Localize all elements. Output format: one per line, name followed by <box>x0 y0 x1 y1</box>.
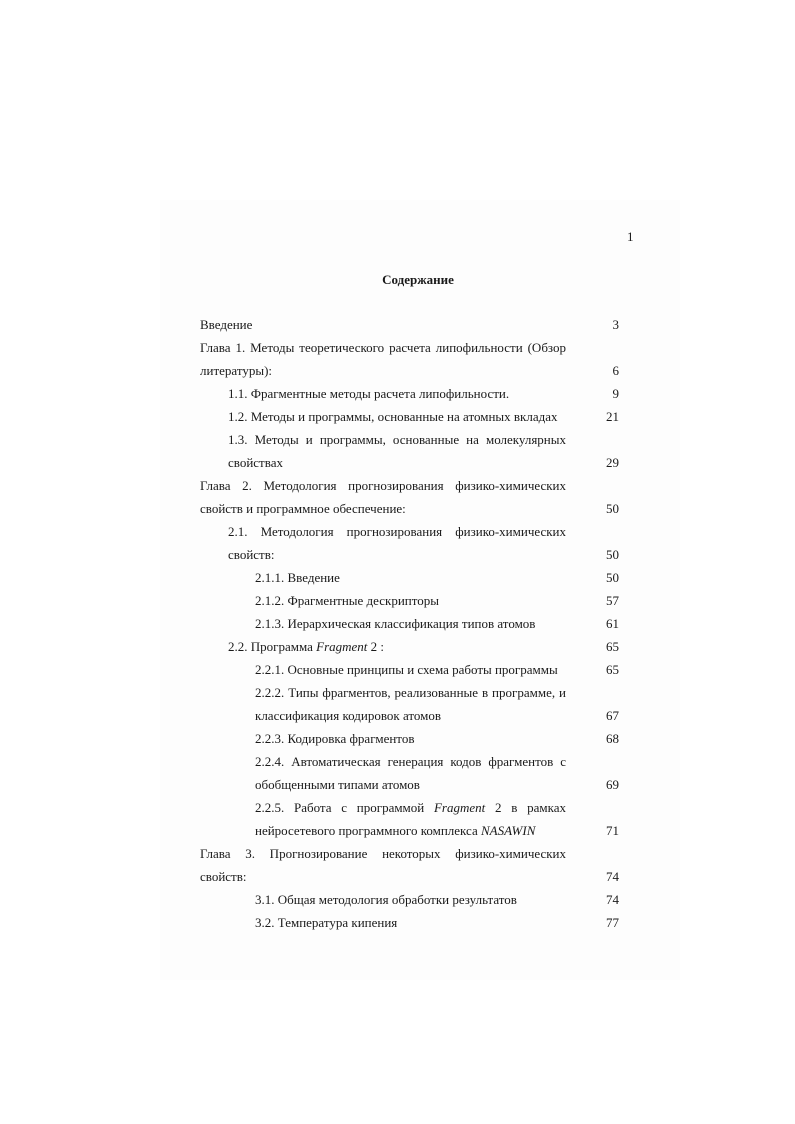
toc-entry-text: Введение <box>200 317 253 332</box>
toc-entry-text: 2.1.3. Иерархическая классификация типов атомов <box>255 616 536 631</box>
toc-page-number: 68 <box>606 731 619 746</box>
toc-entry-text: свойств: <box>228 547 275 562</box>
toc-page-number: 9 <box>612 386 619 401</box>
toc-page-number: 77 <box>606 915 619 930</box>
italic-term: NASAWIN <box>480 823 536 838</box>
toc-entry-text: Глава 2. Методология прогнозирования физико-химических <box>200 478 566 493</box>
toc-page-number: 3 <box>612 317 619 332</box>
toc-title: Содержание <box>382 272 454 287</box>
toc-entry-text: Глава 3. Прогнозирование некоторых физико-химических <box>200 846 566 861</box>
toc-entry-text: 2.2.4. Автоматическая генерация кодов фрагментов с <box>255 754 566 769</box>
toc-entry-text: 1.1. Фрагментные методы расчета липофильности. <box>228 386 510 401</box>
toc-entry-text: 2.2.2. Типы фрагментов, реализованные в программе, и <box>255 685 566 700</box>
toc-page-number: 6 <box>612 363 619 378</box>
toc-entry-text: 2.2.1. Основные принципы и схема работы программы <box>255 662 558 677</box>
toc-page-number: 74 <box>606 892 619 907</box>
toc-entry-text: свойств: <box>200 869 247 884</box>
italic-term: Fragment <box>316 639 368 654</box>
toc-page-number: 50 <box>606 547 619 562</box>
toc-entry-text: 3.1. Общая методология обработки результатов <box>255 892 517 907</box>
toc-entry-text: Глава 1. Методы теоретического расчета липофильности (Обзор <box>200 340 566 355</box>
toc-page-number: 71 <box>606 823 619 838</box>
toc-page-number: 21 <box>606 409 619 424</box>
toc-page-number: 61 <box>606 616 619 631</box>
toc-entry-text: нейросетевого программного комплекса <box>255 823 481 838</box>
italic-term: Fragment <box>433 800 486 815</box>
toc-entry-text: классификация кодировок атомов <box>255 708 442 723</box>
toc-page-number: 74 <box>606 869 619 884</box>
toc-page-number: 65 <box>606 662 619 677</box>
toc-entry-text: 2 : <box>367 639 385 654</box>
toc-page-number: 65 <box>606 639 619 654</box>
toc-page-number: 67 <box>606 708 619 723</box>
toc-entry-text: литературы): <box>200 363 273 378</box>
toc-entry-text: свойств и программное обеспечение: <box>200 501 406 516</box>
toc-entry-text: свойствах <box>228 455 283 470</box>
toc-entry-text: 2.1. Методология прогнозирования физико-химических <box>228 524 566 539</box>
page-number: 1 <box>627 229 634 244</box>
toc-entry-text: 1.3. Методы и программы, основанные на молекулярных <box>228 432 566 447</box>
toc-entry-text: 2.2.3. Кодировка фрагментов <box>255 731 415 746</box>
toc-page-number: 69 <box>606 777 619 792</box>
toc-entry-text: 2.1.1. Введение <box>255 570 340 585</box>
toc-entry-text: 3.2. Температура кипения <box>255 915 398 930</box>
toc-entry-text: 2.2. Программа <box>228 639 317 654</box>
toc-entry-text: 1.2. Методы и программы, основанные на атомных вкладах <box>228 409 558 424</box>
toc-entry-text: 2.1.2. Фрагментные дескрипторы <box>255 593 439 608</box>
toc-page-number: 57 <box>606 593 619 608</box>
toc-entry-text: обобщенными типами атомов <box>255 777 420 792</box>
toc-entry-text: 2.2.5. Работа с программой <box>255 800 434 815</box>
toc-page-number: 50 <box>606 501 619 516</box>
toc-entry-text: 2 в рамках <box>485 800 566 815</box>
toc-page-number: 50 <box>606 570 619 585</box>
toc-page-number: 29 <box>606 455 619 470</box>
